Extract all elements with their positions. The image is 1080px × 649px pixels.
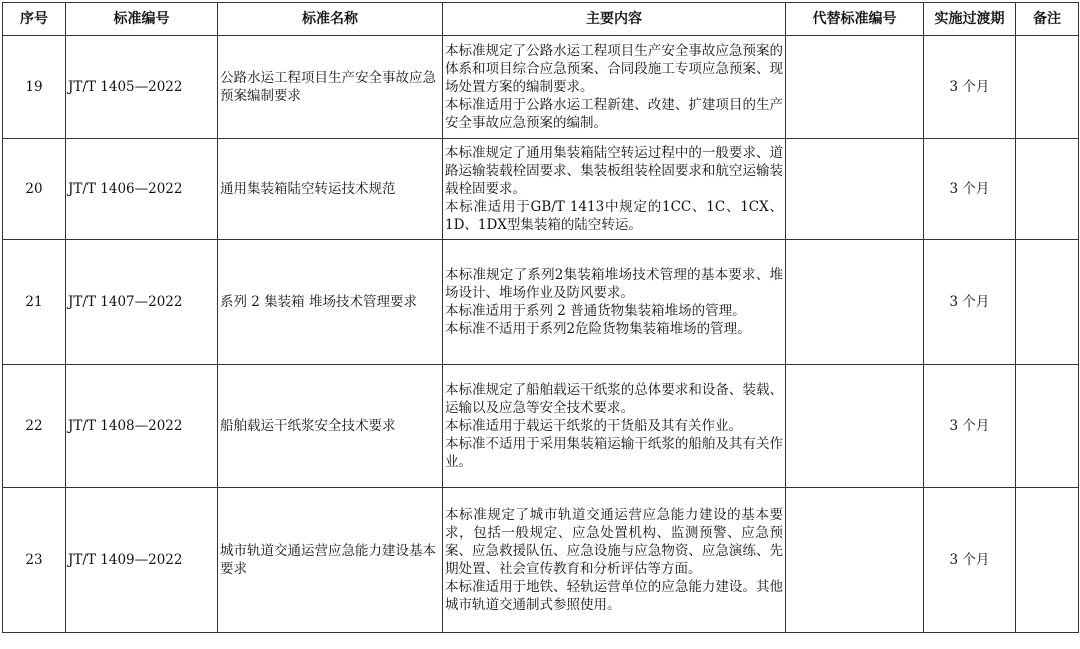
cell-seq: 20 [3,139,66,240]
content-paragraph: 本标准规定了船舶载运干纸浆的总体要求和设备、装载、运输以及应急等安全技术要求。 [445,382,783,416]
table-row [3,365,1079,488]
cell-name: 城市轨道交通运营应急能力建设基本要求 [218,488,443,633]
header-code: 标准编号 [66,3,218,36]
cell-content [443,36,786,139]
content-paragraph: 本标准规定了城市轨道交通运营应急能力建设的基本要求，包括一般规定、应急处置机构、监测预警、应急预案、应急救援队伍、应急设施与应急物资、应急演练、先期处置、社会宣传教育和分析评估等方面。 [445,507,783,577]
cell-content [443,139,786,240]
content-paragraph: 本标准规定了通用集装箱陆空转运过程中的一般要求、道路运输装载栓固要求、集装板组装栓固要求和航空运输装载栓固要求。 [445,145,783,197]
content-paragraph: 本标准适用于载运干纸浆的干货船及其有关作业。 [445,418,742,434]
cell-seq: 19 [3,36,66,139]
header-replaced: 代替标准编号 [786,3,924,36]
cell-transition: 3 个月 [924,365,1016,488]
cell-transition: 3 个月 [924,240,1016,365]
cell-name: 通用集装箱陆空转运技术规范 [218,139,443,240]
header-row [3,3,1079,36]
cell-replaced [786,36,924,139]
cell-code: JT/T 1407—2022 [66,240,218,365]
table-row [3,240,1079,365]
cell-remark [1016,139,1079,240]
content-paragraph: 本标准规定了系列2集装箱堆场技术管理的基本要求、堆场设计、堆场作业及防风要求。 [445,267,783,301]
cell-content [443,240,786,365]
cell-code: JT/T 1408—2022 [66,365,218,488]
content-paragraph: 本标准适用于系列 2 普通货物集装箱堆场的管理。 [445,303,746,319]
table-row [3,139,1079,240]
cell-seq: 23 [3,488,66,633]
header-name: 标准名称 [218,3,443,36]
cell-content [443,488,786,633]
header-remark: 备注 [1016,3,1079,36]
cell-remark [1016,240,1079,365]
cell-remark [1016,488,1079,633]
cell-name: 公路水运工程项目生产安全事故应急预案编制要求 [218,36,443,139]
cell-remark [1016,365,1079,488]
content-paragraph: 本标准不适用于系列2危险货物集装箱堆场的管理。 [445,321,751,337]
cell-transition: 3 个月 [924,36,1016,139]
header-content: 主要内容 [443,3,786,36]
header-transition: 实施过渡期 [924,3,1016,36]
standards-table [2,2,1079,633]
content-paragraph: 本标准不适用于采用集装箱运输干纸浆的船舶及其有关作业。 [445,436,783,470]
table-row [3,36,1079,139]
content-paragraph: 本标准规定了公路水运工程项目生产安全事故应急预案的体系和项目综合应急预案、合同段施工专项应急预案、现场处置方案的编制要求。 [445,43,783,95]
cell-replaced [786,488,924,633]
cell-seq: 21 [3,240,66,365]
cell-seq: 22 [3,365,66,488]
cell-replaced [786,365,924,488]
cell-code: JT/T 1405—2022 [66,36,218,139]
cell-replaced [786,240,924,365]
content-paragraph: 本标准适用于地铁、轻轨运营单位的应急能力建设。其他城市轨道交通制式参照使用。 [445,579,783,613]
cell-transition: 3 个月 [924,488,1016,633]
cell-name: 系列 2 集装箱 堆场技术管理要求 [218,240,443,365]
table-row [3,488,1079,633]
content-paragraph: 本标准适用于公路水运工程新建、改建、扩建项目的生产安全事故应急预案的编制。 [445,97,783,131]
header-seq: 序号 [3,3,66,36]
cell-code: JT/T 1409—2022 [66,488,218,633]
content-paragraph: 本标准适用于GB/T 1413中规定的1CC、1C、1CX、1D、1DX型集装箱的陆空转运。 [445,199,783,233]
cell-remark [1016,36,1079,139]
cell-replaced [786,139,924,240]
cell-transition: 3 个月 [924,139,1016,240]
cell-name: 船舶载运干纸浆安全技术要求 [218,365,443,488]
cell-content [443,365,786,488]
cell-code: JT/T 1406—2022 [66,139,218,240]
